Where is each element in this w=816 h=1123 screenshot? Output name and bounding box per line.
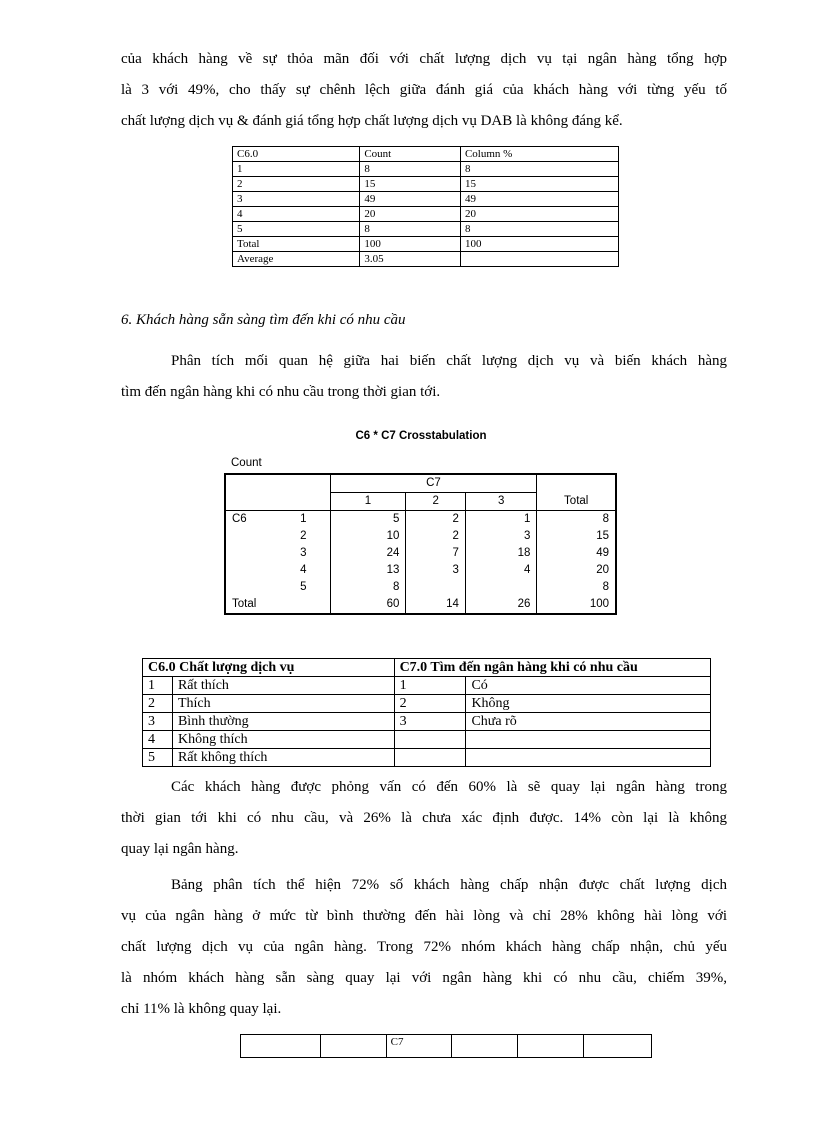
table-cell: 4	[143, 731, 173, 749]
bottom-table	[240, 1034, 652, 1058]
table-cell: Total	[233, 237, 360, 252]
table-cell	[518, 1035, 584, 1058]
section-heading: 6. Khách hàng sẵn sàng tìm đến khi có nhu cầu	[121, 312, 406, 328]
table-cell: 15	[460, 177, 618, 192]
crosstab-col-header: 2	[406, 493, 466, 511]
table-cell	[452, 1035, 518, 1058]
table-cell: Average	[233, 252, 360, 267]
table-row	[225, 511, 616, 529]
table-cell: 10	[330, 528, 406, 545]
table-total-row	[225, 596, 616, 614]
table-cell: 20	[537, 562, 616, 579]
table-cell: 20	[460, 207, 618, 222]
table-cell: 26	[465, 596, 536, 614]
crosstab-row-label: 4	[300, 564, 307, 576]
table-row	[241, 1035, 652, 1058]
text-line: Phân tích mối quan hệ giữa hai biến chất lượng dịch vụ và biến khách hàng	[171, 353, 727, 369]
table-cell: 18	[465, 545, 536, 562]
crosstab-total-header: Total	[537, 474, 616, 511]
table-cell: 8	[537, 511, 616, 529]
table-row	[225, 545, 616, 562]
table-cell: 1	[143, 677, 173, 695]
crosstab-col-header: 3	[465, 493, 536, 511]
table-cell	[394, 731, 466, 749]
table-cell: 2	[233, 177, 360, 192]
table-cell: 1	[233, 162, 360, 177]
table-cell	[466, 749, 711, 767]
table-cell: 1	[394, 677, 466, 695]
text-line: Bảng phân tích thể hiện 72% số khách hàng chấp nhận được chất lượng dịch	[171, 877, 727, 893]
code-legend-table	[142, 658, 711, 767]
table-cell: 3	[465, 528, 536, 545]
crosstab-col-header: 1	[330, 493, 406, 511]
table-cell: Không thích	[172, 731, 394, 749]
table-header-row	[143, 659, 711, 677]
text-line: Các khách hàng được phỏng vấn có đến 60% là sẽ quay lại ngân hàng trong	[171, 779, 727, 795]
c6-frequency-table	[232, 146, 619, 267]
table-cell: 15	[360, 177, 461, 192]
crosstab-row-var: C6	[232, 513, 247, 525]
table-cell: Không	[466, 695, 711, 713]
table-cell: 8	[460, 162, 618, 177]
table-cell: 5	[233, 222, 360, 237]
text-line: vụ của ngân hàng ở mức từ bình thường đến hài lòng và chỉ 28% không hài lòng với	[121, 908, 727, 924]
table-cell	[460, 252, 618, 267]
result-paragraph	[121, 772, 727, 865]
table-header-row	[233, 147, 619, 162]
table-row	[225, 579, 616, 596]
table-cell: 5	[143, 749, 173, 767]
table-cell: 3	[233, 192, 360, 207]
table-cell	[465, 579, 536, 596]
crosstab-total-label: Total	[232, 598, 257, 610]
crosstab-row-label: 5	[300, 581, 307, 593]
crosstab-title: C6 * C7 Crosstabulation	[355, 430, 487, 442]
table-cell: 20	[360, 207, 461, 222]
table-cell: 13	[330, 562, 406, 579]
table-cell: 3.05	[360, 252, 461, 267]
table-cell: 4	[465, 562, 536, 579]
table-row	[233, 252, 619, 267]
table-cell: 100	[537, 596, 616, 614]
crosstab-col-var: C7	[330, 474, 537, 493]
table-cell: 24	[330, 545, 406, 562]
table-cell: Bình thường	[172, 713, 394, 731]
table-cell: 100	[360, 237, 461, 252]
table-cell: 14	[406, 596, 466, 614]
text-line: của khách hàng về sự thỏa mãn đối với chất lượng dịch vụ tại ngân hàng tổng hợp	[121, 51, 727, 67]
table-header-cell: C6.0	[233, 147, 360, 162]
table-cell: 49	[460, 192, 618, 207]
table-cell: Thích	[172, 695, 394, 713]
table-cell: 3	[394, 713, 466, 731]
table-cell: 3	[406, 562, 466, 579]
text-line: là nhóm khách hàng sẵn sàng quay lại với ngân hàng khi có nhu cầu, chiếm 39%,	[121, 970, 727, 986]
table-cell: 8	[360, 222, 461, 237]
table-cell: 1	[465, 511, 536, 529]
table-row	[233, 237, 619, 252]
table-cell: Chưa rõ	[466, 713, 711, 731]
table-row	[233, 177, 619, 192]
table-cell	[241, 1035, 321, 1058]
table-cell: 8	[460, 222, 618, 237]
analysis-paragraph	[121, 870, 727, 1025]
table-header-cell: Count	[360, 147, 461, 162]
table-cell	[320, 1035, 386, 1058]
table-header-cell: C6.0 Chất lượng dịch vụ	[143, 659, 395, 677]
crosstab-row-label: 2	[300, 530, 307, 542]
table-row	[233, 162, 619, 177]
table-cell	[394, 749, 466, 767]
table-cell: 100	[460, 237, 618, 252]
table-cell: 2	[394, 695, 466, 713]
table-cell: 49	[360, 192, 461, 207]
table-cell: 8	[330, 579, 406, 596]
table-cell: 2	[143, 695, 173, 713]
table-cell: 4	[233, 207, 360, 222]
table-cell: 2	[406, 528, 466, 545]
table-cell: C7	[386, 1035, 452, 1058]
table-cell	[466, 731, 711, 749]
table-cell: 15	[537, 528, 616, 545]
table-cell: 2	[406, 511, 466, 529]
table-row	[225, 562, 616, 579]
table-row	[233, 222, 619, 237]
text-line: chất lượng dịch vụ & đánh giá tổng hợp chất lượng dịch vụ DAB là không đáng kể.	[121, 113, 623, 129]
table-cell	[406, 579, 466, 596]
table-cell: 8	[537, 579, 616, 596]
table-header-cell: C7.0 Tìm đến ngân hàng khi có nhu cầu	[394, 659, 710, 677]
table-cell: Rất không thích	[172, 749, 394, 767]
text-line: thời gian tới khi có nhu cầu, và 26% là chưa xác định được. 14% còn lại là không	[121, 810, 727, 826]
table-cell: 3	[143, 713, 173, 731]
table-cell: Rất thích	[172, 677, 394, 695]
table-row	[143, 731, 711, 749]
table-cell: 49	[537, 545, 616, 562]
text-line: là 3 với 49%, cho thấy sự chênh lệch giữa đánh giá của khách hàng với từng yếu tố	[121, 82, 727, 98]
table-header-cell: Column %	[460, 147, 618, 162]
crosstab-header-row	[225, 474, 616, 493]
crosstab-count-label: Count	[231, 457, 262, 469]
crosstab-table	[224, 473, 617, 615]
table-row	[143, 695, 711, 713]
text-line: chỉ 11% là không quay lại.	[121, 1001, 282, 1017]
table-row	[225, 528, 616, 545]
text-line: tìm đến ngân hàng khi có nhu cầu trong thời gian tới.	[121, 384, 441, 400]
text-line: chất lượng dịch vụ của ngân hàng. Trong 72% nhóm khách hàng chấp nhận, chủ yếu	[121, 939, 727, 955]
text-line: quay lại ngân hàng.	[121, 841, 239, 857]
table-cell: 5	[330, 511, 406, 529]
section6-paragraph	[121, 346, 727, 408]
table-cell: 8	[360, 162, 461, 177]
table-row	[143, 677, 711, 695]
table-cell: 7	[406, 545, 466, 562]
crosstab-row-label: 3	[300, 547, 307, 559]
table-row	[143, 749, 711, 767]
table-cell: Có	[466, 677, 711, 695]
crosstab-corner	[225, 474, 330, 511]
table-row	[233, 192, 619, 207]
table-cell: 60	[330, 596, 406, 614]
table-row	[233, 207, 619, 222]
table-row	[143, 713, 711, 731]
crosstab-row-label: 1	[300, 513, 307, 525]
intro-paragraph	[121, 44, 727, 137]
table-cell	[584, 1035, 652, 1058]
